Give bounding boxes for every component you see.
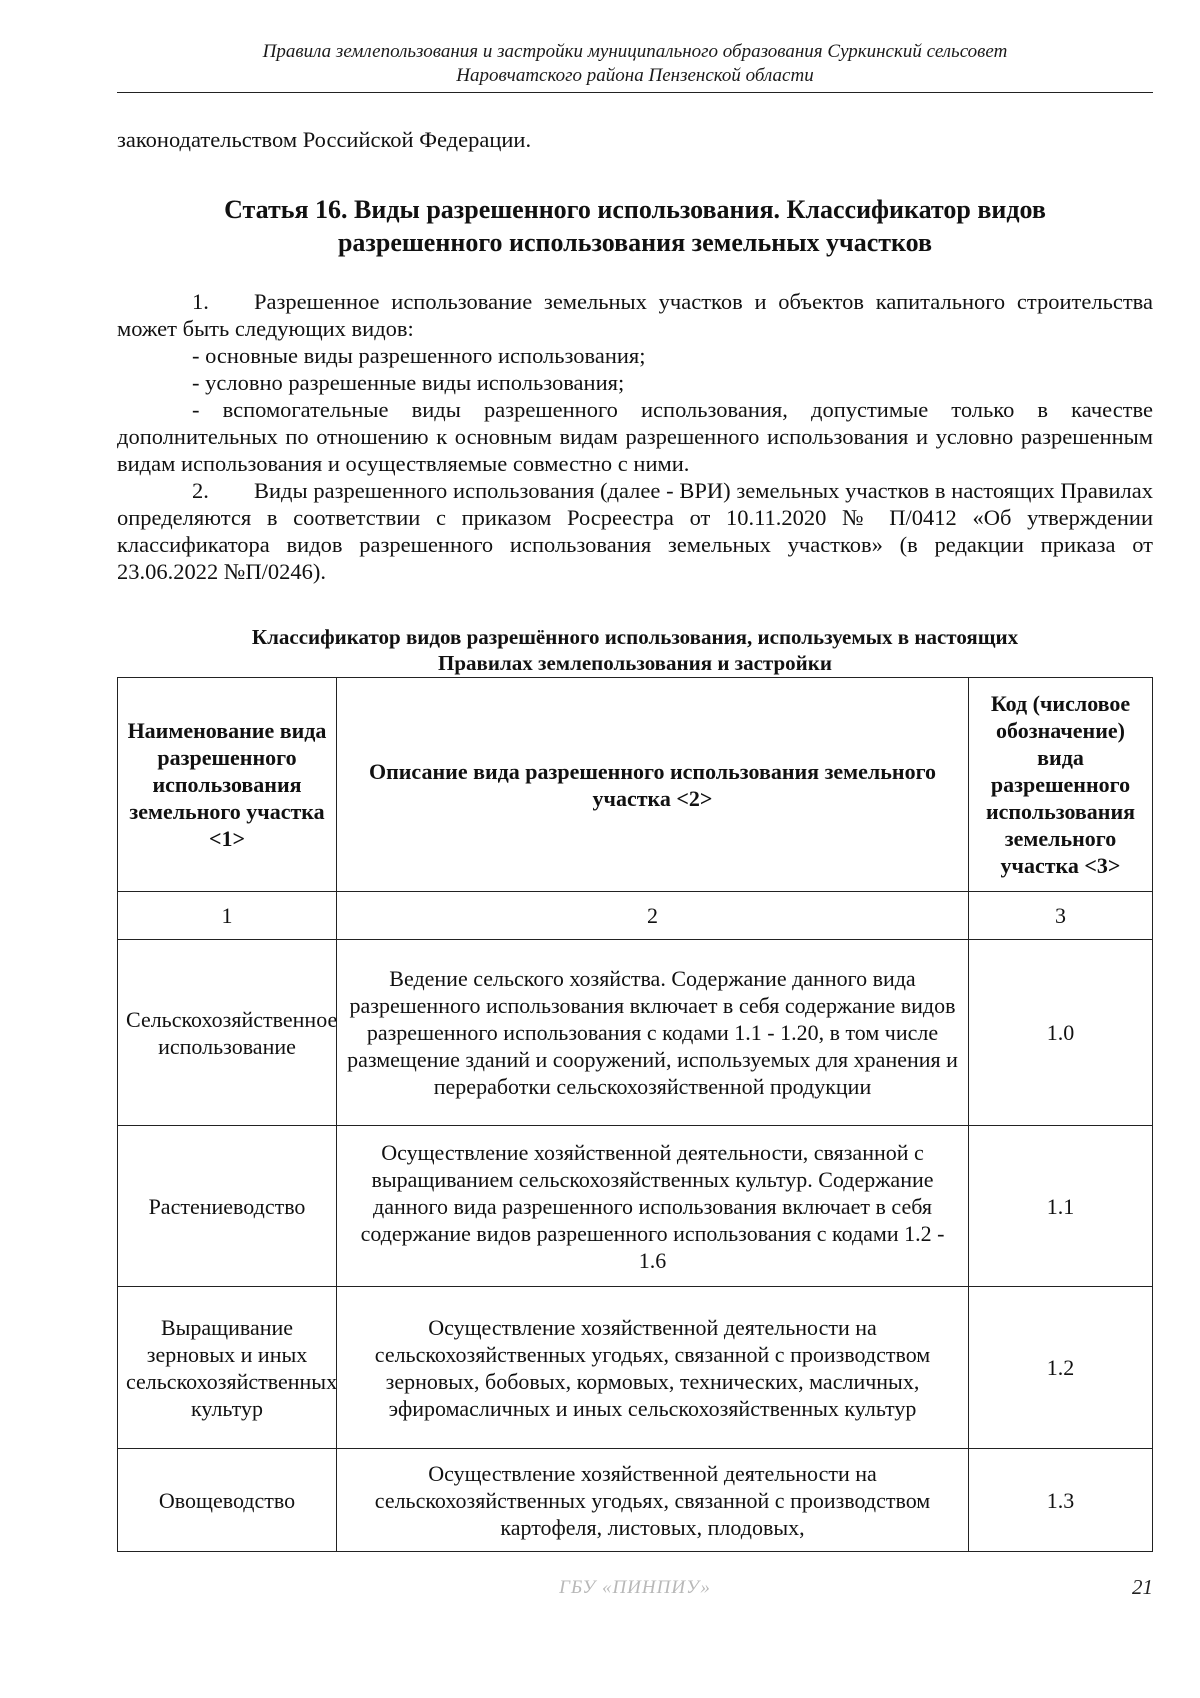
paragraph-2 xyxy=(117,477,1153,585)
classifier-table xyxy=(117,677,1153,1552)
column-header-description: Описание вида разрешенного использования земельного участка <2> xyxy=(337,678,969,892)
use-code: 1.3 xyxy=(969,1449,1153,1552)
table-caption-line-2: Правилах землепользования и застройки xyxy=(438,651,832,675)
column-number: 3 xyxy=(969,892,1153,940)
table-caption xyxy=(117,624,1153,676)
list-item: - основные виды разрешенного использования; xyxy=(192,343,646,368)
article-title xyxy=(117,193,1153,259)
use-description: Ведение сельского хозяйства. Содержание данного вида разрешенного использования включает в себя содержание видов разрешенного использования с кодами 1.1 - 1.20, в том числе размещение зданий и сооружений, используемых для хранения и переработки сельскохозяйственной продукции xyxy=(337,940,969,1126)
page-number: 21 xyxy=(1132,1575,1153,1599)
paragraph-2-text: Виды разрешенного использования (далее - ВРИ) земельных участков в настоящих Правилах определяются в соответствии с приказом Росреестра от 10.11.2020 № П/0412 «Об утверждении классификатора видов разрешенного использования земельных участков» (в редакции приказа от 23.06.2022 №П/0246). xyxy=(117,478,1153,584)
column-number: 2 xyxy=(337,892,969,940)
header-divider xyxy=(117,92,1153,93)
use-name: Растениеводство xyxy=(118,1126,337,1287)
use-name: Выращивание зерновых и иных сельскохозяйственных культур xyxy=(118,1287,337,1449)
column-header-code: Код (числовое обозначение) вида разрешенного использования земельного участка <3> xyxy=(969,678,1153,892)
use-name: Овощеводство xyxy=(118,1449,337,1552)
column-number: 1 xyxy=(118,892,337,940)
continuation-text: законодательством Российской Федерации. xyxy=(117,127,532,152)
column-number-row xyxy=(118,892,1153,940)
use-code: 1.1 xyxy=(969,1126,1153,1287)
paragraph-1-text: Разрешенное использование земельных участков и объектов капитального строительства может быть следующих видов: xyxy=(117,289,1153,341)
use-description: Осуществление хозяйственной деятельности на сельскохозяйственных угодьях, связанной с производством зерновых, бобовых, кормовых, технических, масличных, эфиромасличных и иных сельскохозяйственных культур xyxy=(337,1287,969,1449)
table-row xyxy=(118,940,1153,1126)
table-row xyxy=(118,1287,1153,1449)
use-description: Осуществление хозяйственной деятельности на сельскохозяйственных угодьях, связанной с производством картофеля, листовых, плодовых, xyxy=(337,1449,969,1552)
column-header-name: Наименование вида разрешенного использования земельного участка <1> xyxy=(118,678,337,892)
use-code: 1.0 xyxy=(969,940,1153,1126)
use-name: Сельскохозяйственное использование xyxy=(118,940,337,1126)
use-description: Осуществление хозяйственной деятельности, связанной с выращиванием сельскохозяйственных культур. Содержание данного вида разрешенного использования включает в себя содержание видов разрешенного использования с кодами 1.2 - 1.6 xyxy=(337,1126,969,1287)
running-header-line-2: Наровчатского района Пензенской области xyxy=(456,65,814,86)
use-code: 1.2 xyxy=(969,1287,1153,1449)
article-title-line-1: Статья 16. Виды разрешенного использования. Классификатор видов xyxy=(224,195,1046,224)
list-item: - условно разрешенные виды использования; xyxy=(192,370,625,395)
paragraph-2-number: 2. xyxy=(192,478,209,503)
list-item: - вспомогательные виды разрешенного использования, допустимые только в качестве дополнительных по отношению к основным видам разрешенного использования и условно разрешенным видам использования и осуществляемые совместно с ними. xyxy=(117,397,1153,476)
article-body xyxy=(117,288,1153,585)
table-header-row xyxy=(118,678,1153,892)
paragraph-1 xyxy=(117,288,1153,342)
article-title-line-2: разрешенного использования земельных участков xyxy=(337,228,933,257)
running-header-line-1: Правила землепользования и застройки муниципального образования Суркинский сельсовет xyxy=(262,41,1008,62)
running-header xyxy=(117,40,1153,88)
paragraph-1-number: 1. xyxy=(192,289,209,314)
table-row xyxy=(118,1126,1153,1287)
table-caption-line-1: Классификатор видов разрешённого использования, используемых в настоящих xyxy=(251,625,1019,649)
footer-organization: ГБУ «ПИНПИУ» xyxy=(559,1577,711,1598)
table-row xyxy=(118,1449,1153,1552)
